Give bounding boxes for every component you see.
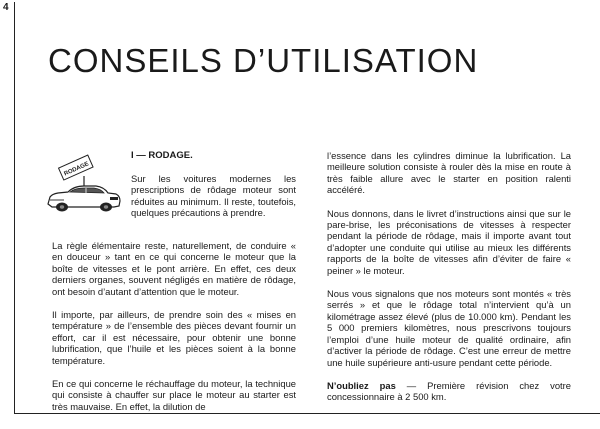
page-title: CONSEILS D’UTILISATION: [48, 42, 479, 80]
paragraph: En ce qui concerne le réchauffage du moteur, la technique qui consiste à chauffer sur place le moteur au starter est très mauvaise. En effet, la dilution de: [52, 378, 296, 412]
frame-line-vertical: [14, 2, 15, 414]
intro-block: [52, 150, 296, 240]
section-heading: I — RODAGE.: [131, 150, 193, 161]
reminder-text: — Première révision chez votre concessionnaire à 2 500 km.: [327, 379, 571, 403]
paragraph: Nous vous signalons que nos moteurs sont montés « très serrés » et que le rôdage total n’intervient qu’à un kilométrage assez élevé (plus de 10.000 km). Pendant les 5 000 premiers kilomètres, nous prescrivons toujours l’emploi d’une huile moteur de qualité ordinaire, afin d’activer la période de rôdage. C’est une erreur de mettre une huile supérieure anti-usure pendant cette période.: [327, 288, 571, 368]
paragraph: La règle élémentaire reste, naturellement, de conduire « en douceur » tant en ce qui concerne le moteur que la boîte de vitesses et le pont arrière. En effet, ces deux derniers organes, souvent négligés en matière de rôdage, ont besoin d’autant d’attention que le moteur.: [52, 240, 296, 297]
paragraph: l’essence dans les cylindres diminue la lubrification. La meilleure solution consiste à rouler dès la mise en route à très faible allure avec le starter en position ralenti accéléré.: [327, 150, 571, 196]
paragraph: [327, 380, 571, 403]
right-column: [327, 150, 571, 415]
intro-paragraph: Sur les voitures modernes les prescriptions de rôdage moteur sont réduites au minimum. Il reste, toutefois, quelques précautions à prendre.: [131, 173, 296, 219]
paragraph: Nous donnons, dans le livret d’instructions ainsi que sur le pare-brise, les préconisations de vitesses à respecter pendant la période de rôdage, mais il importe avant tout d’adopter une conduite qui utilise au mieux les différents rapports de la boîte de vitesses afin d’éviter de faire « peiner » le moteur.: [327, 207, 571, 276]
car-icon: [44, 150, 122, 216]
paragraph: Il importe, par ailleurs, de prendre soin des « mises en température » de l’ensemble des pièces devant fournir un effort, car il est nécessaire, pour obtenir une bonne lubrification, que l’huile et les pièces soient à la bonne température.: [52, 309, 296, 366]
rodage-sign-text: RODAGE: [63, 161, 90, 178]
left-column: [52, 150, 296, 424]
reminder-emphasis: N’oubliez pas: [327, 379, 396, 391]
page-number: 4: [3, 2, 9, 13]
